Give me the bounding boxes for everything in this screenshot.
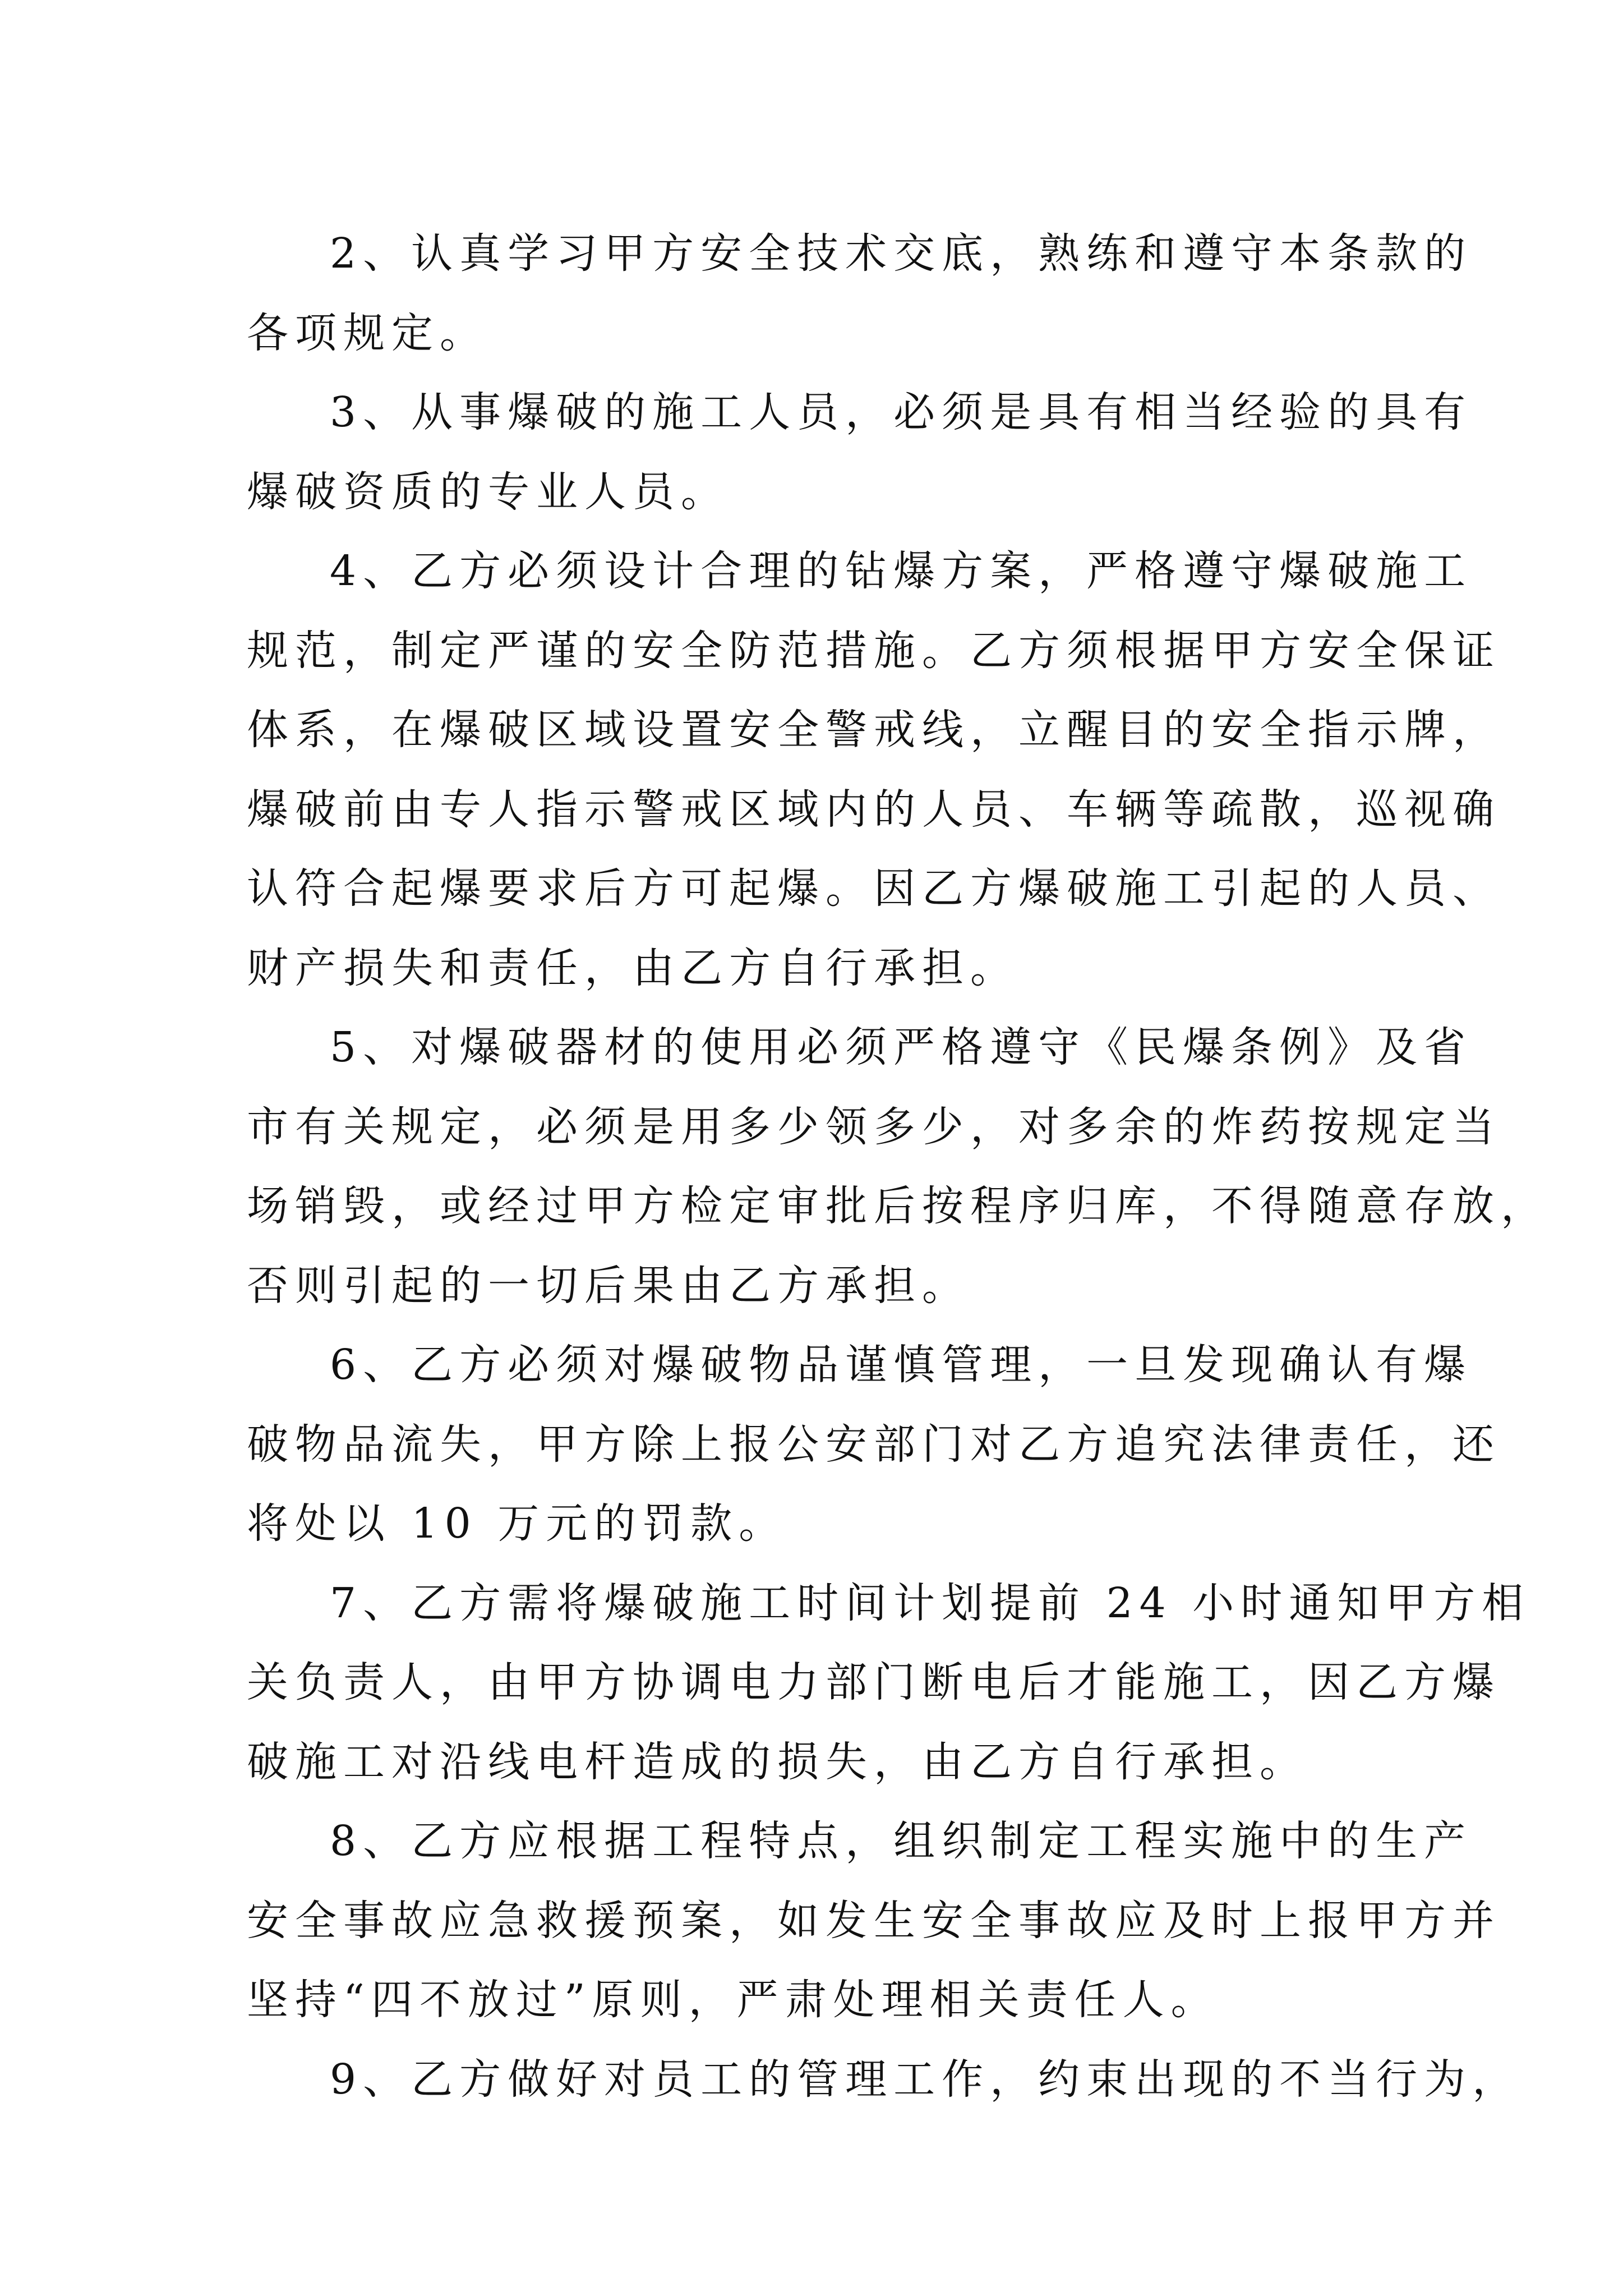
paragraph-line: 关负责人，由甲方协调电力部门断电后才能施工，因乙方爆 <box>247 1658 1501 1706</box>
paragraph-line: 7、乙方需将爆破施工时间计划提前 24 小时通知甲方相 <box>330 1579 1530 1627</box>
paragraph-line: 安全事故应急救援预案，如发生安全事故应及时上报甲方并 <box>247 1896 1501 1945</box>
clause-2-paragraph <box>247 214 1473 373</box>
paragraph-line: 将处以 10 万元的罚款。 <box>247 1499 787 1548</box>
paragraph-line: 2、认真学习甲方安全技术交底，熟练和遵守本条款的 <box>330 229 1473 278</box>
paragraph-line: 规范，制定严谨的安全防范措施。乙方须根据甲方安全保证 <box>247 626 1501 675</box>
paragraph-line: 体系，在爆破区域设置安全警戒线，立醒目的安全指示牌， <box>247 706 1501 754</box>
clause-9-paragraph <box>247 2040 1521 2120</box>
paragraph-line: 破施工对沿线电杆造成的损失，由乙方自行承担。 <box>247 1737 1308 1786</box>
paragraph-line: 8、乙方应根据工程特点，组织制定工程实施中的生产 <box>330 1817 1473 1865</box>
clause-3-paragraph <box>247 373 1473 532</box>
paragraph-line: 爆破资质的专业人员。 <box>247 467 729 516</box>
paragraph-line: 场销毁，或经过甲方检定审批后按程序归库，不得随意存放， <box>247 1182 1549 1230</box>
paragraph-line: 财产损失和责任，由乙方自行承担。 <box>247 944 1018 992</box>
paragraph-line: 各项规定。 <box>247 309 488 357</box>
clause-4-paragraph <box>247 532 1501 1008</box>
paragraph-line: 坚持“四不放过”原则，严肃处理相关责任人。 <box>247 1976 1219 2024</box>
clause-6-paragraph <box>247 1326 1501 1564</box>
clause-5-paragraph <box>247 1008 1549 1326</box>
paragraph-line: 5、对爆破器材的使用必须严格遵守《民爆条例》及省 <box>330 1023 1473 1071</box>
paragraph-line: 4、乙方必须设计合理的钻爆方案，严格遵守爆破施工 <box>330 547 1473 595</box>
paragraph-line: 9、乙方做好对员工的管理工作，约束出现的不当行为， <box>330 2055 1521 2104</box>
clause-8-paragraph <box>247 1802 1501 2040</box>
paragraph-line: 6、乙方必须对爆破物品谨慎管理，一旦发现确认有爆 <box>330 1341 1473 1389</box>
paragraph-line: 否则引起的一切后果由乙方承担。 <box>247 1261 970 1310</box>
paragraph-line: 3、从事爆破的施工人员，必须是具有相当经验的具有 <box>330 388 1473 436</box>
paragraph-line: 市有关规定，必须是用多少领多少，对多余的炸药按规定当 <box>247 1102 1501 1151</box>
paragraph-line: 爆破前由专人指示警戒区域内的人员、车辆等疏散，巡视确 <box>247 785 1501 834</box>
document-body <box>247 214 1549 2119</box>
clause-7-paragraph <box>247 1564 1530 1802</box>
paragraph-line: 认符合起爆要求后方可起爆。因乙方爆破施工引起的人员、 <box>247 864 1501 913</box>
paragraph-line: 破物品流失，甲方除上报公安部门对乙方追究法律责任，还 <box>247 1420 1501 1469</box>
